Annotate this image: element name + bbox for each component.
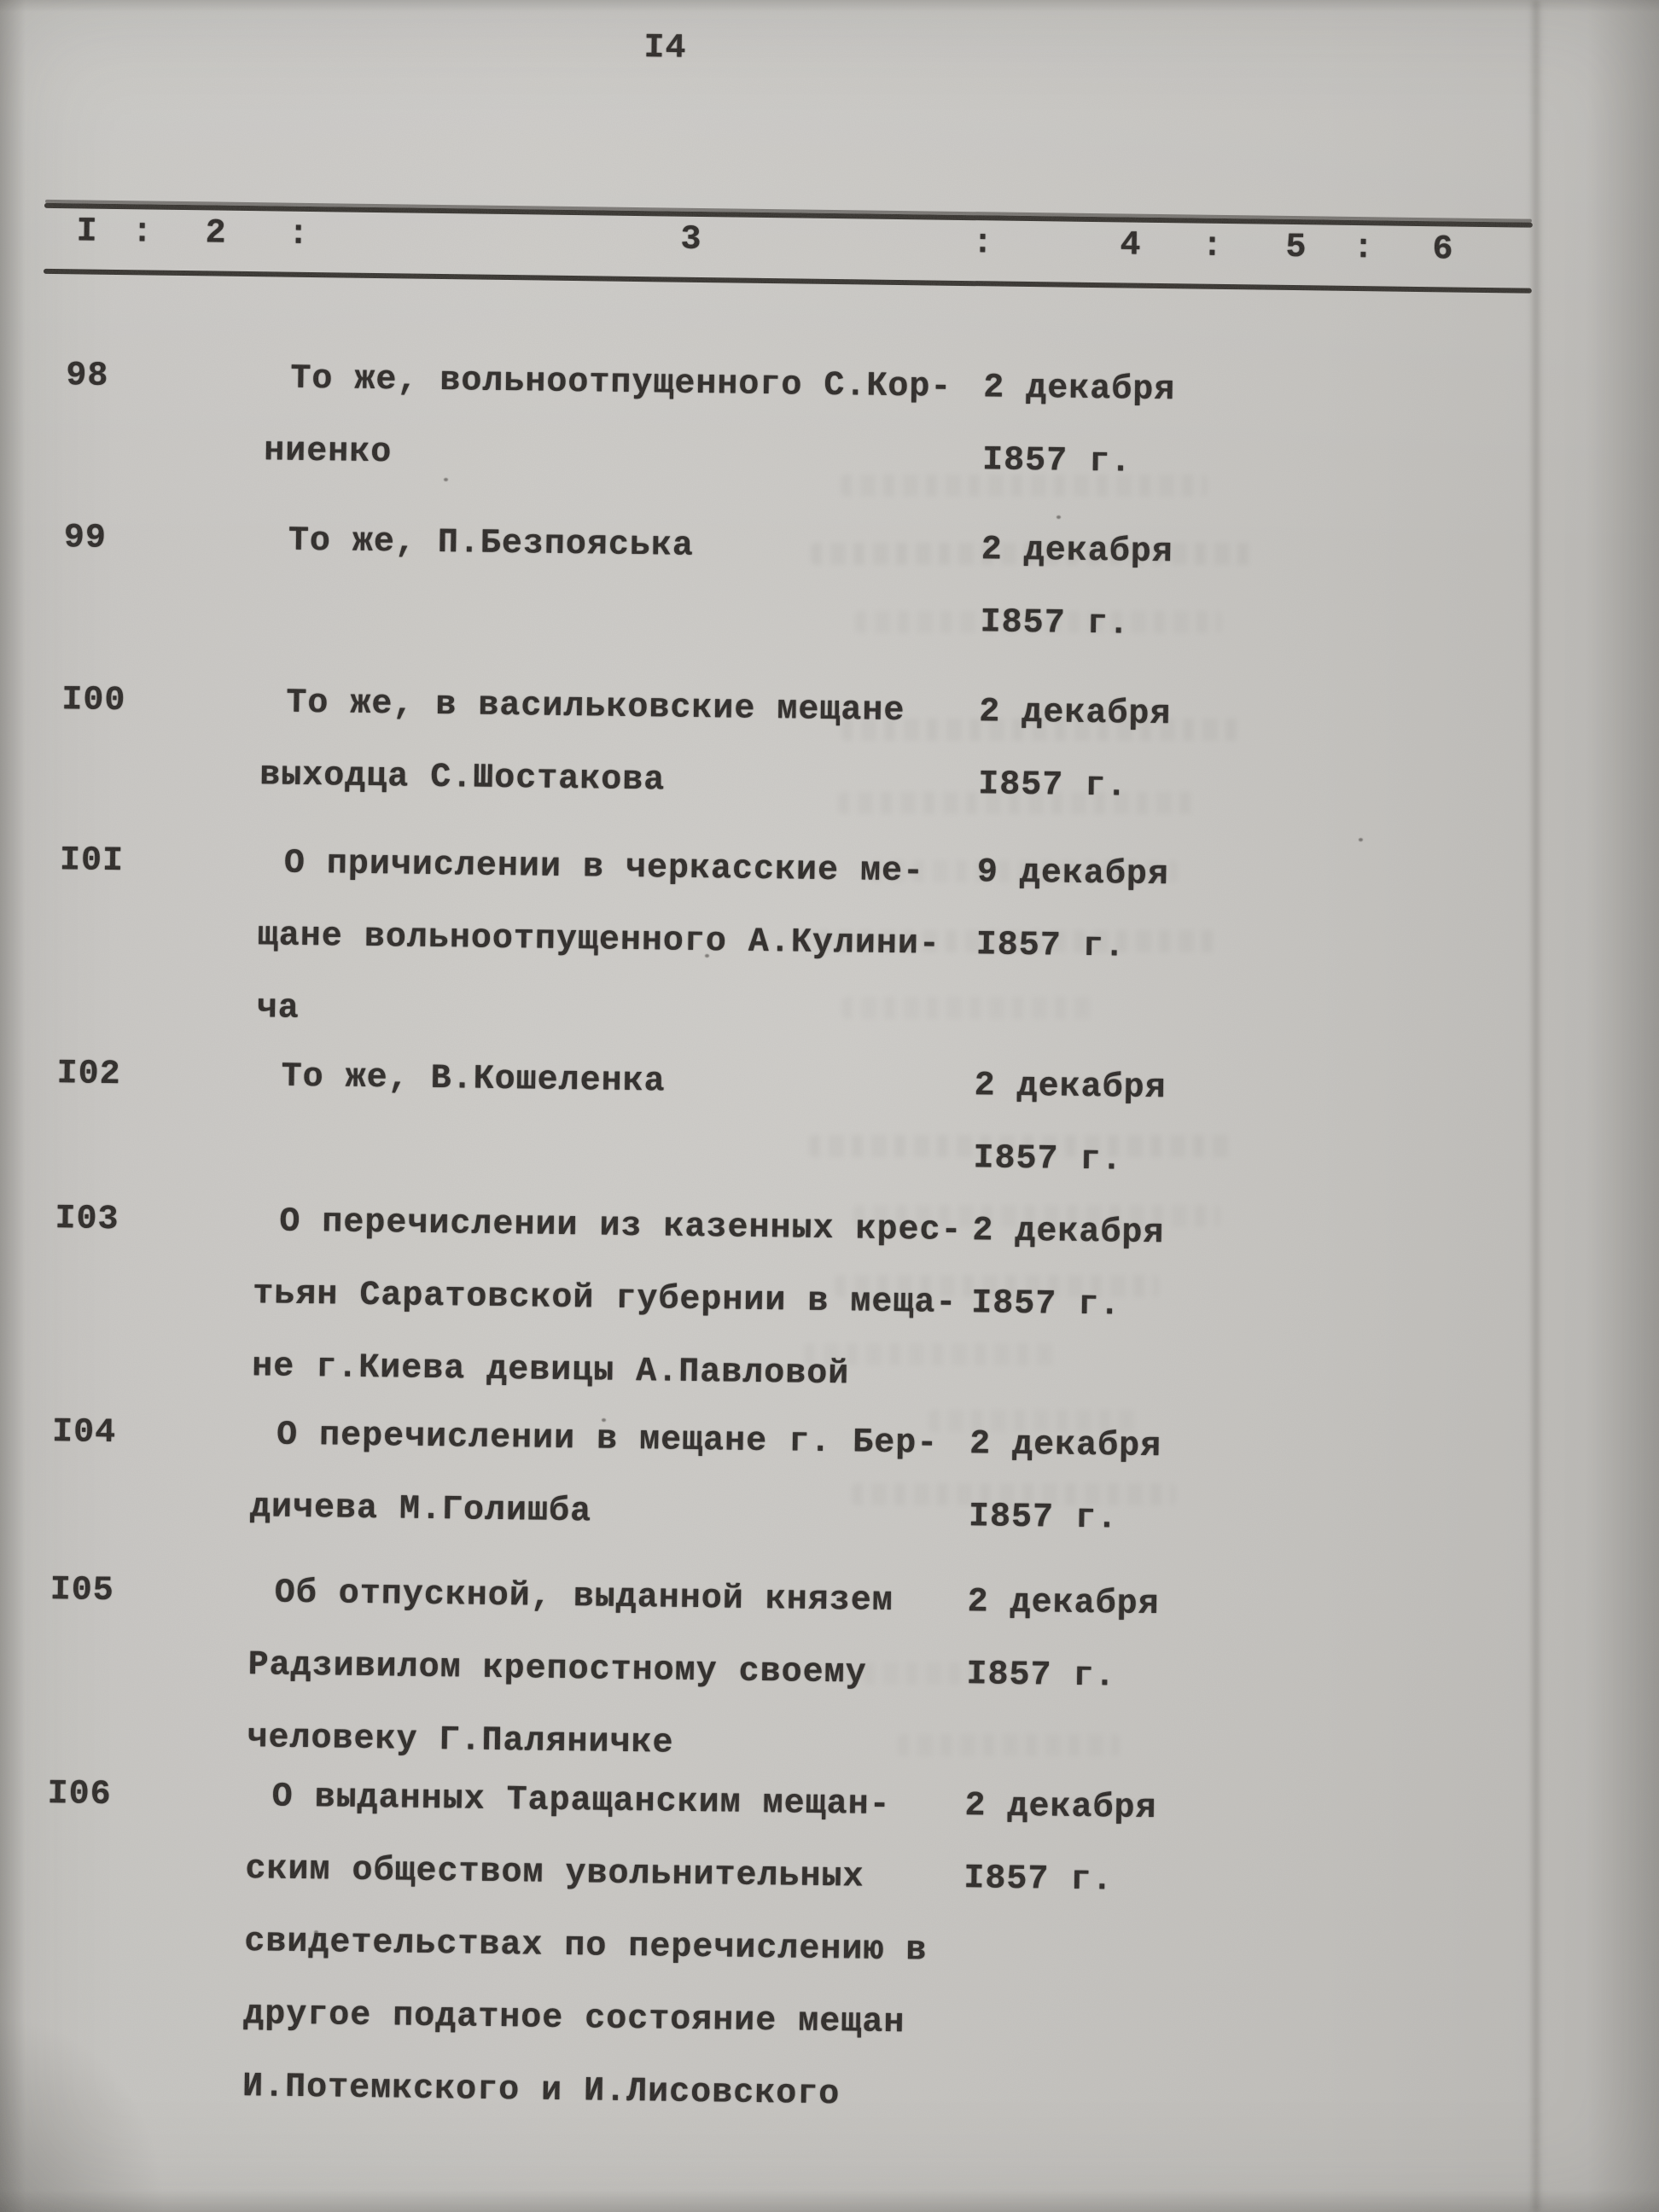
date-line: I857 г. — [977, 765, 1128, 806]
row-title — [259, 667, 905, 820]
title-line: То же, в васильковские мещане — [286, 684, 905, 731]
title-line: То же, П.Безпояська — [288, 521, 695, 566]
row-date — [980, 514, 1173, 661]
row-date — [966, 1566, 1160, 1714]
title-line: свидетельствах по перечислению в — [244, 1923, 928, 1970]
title-line: другое податное состояние мещан — [242, 1995, 905, 2043]
column-header-4: 4 — [1120, 226, 1142, 265]
title-line: ским обществом увольнительных — [245, 1850, 864, 1897]
title-line: То же, В.Кошеленка — [281, 1057, 666, 1102]
row-date — [968, 1408, 1161, 1556]
column-header-I: I — [76, 212, 98, 252]
row-date — [982, 352, 1176, 499]
column-header-3: 3 — [680, 220, 702, 259]
row-title — [264, 342, 952, 497]
row-date — [971, 1195, 1165, 1342]
title-line: дичева М.Голишба — [249, 1488, 592, 1532]
date-line: 2 декабря — [982, 369, 1176, 410]
date-line: I857 г. — [968, 1498, 1119, 1539]
title-line: тьян Саратовской губернии в меща- — [253, 1275, 958, 1324]
column-separator: : — [131, 213, 154, 253]
date-line: 2 декабря — [981, 531, 1174, 573]
row-number: 98 — [66, 357, 109, 396]
page-number: I4 — [643, 29, 687, 68]
title-line: щане вольноотпущенного А.Кулини- — [257, 917, 941, 964]
table-header-bottom-rule — [44, 269, 1532, 294]
title-line: человеку Г.Паляничке — [247, 1719, 674, 1763]
row-title — [249, 1399, 938, 1553]
title-line: ча — [256, 989, 300, 1028]
column-separator: : — [972, 224, 994, 264]
row-number: I0I — [59, 841, 125, 882]
row-number: 99 — [63, 519, 108, 558]
row-number: I00 — [61, 681, 126, 721]
title-line: О причислении в черкасские ме- — [283, 844, 925, 892]
date-line: 2 декабря — [967, 1583, 1160, 1625]
table-row — [0, 663, 1653, 806]
table-row — [0, 824, 1650, 1028]
column-separator: : — [1353, 229, 1375, 269]
table-row — [0, 1182, 1646, 1394]
date-line: 9 декабря — [976, 853, 1170, 895]
row-title — [256, 827, 941, 1053]
row-date — [975, 836, 1169, 984]
table-row — [0, 339, 1657, 482]
title-line: не г.Киева девицы А.Павловой — [251, 1348, 850, 1394]
date-line: 2 декабря — [969, 1425, 1162, 1467]
table-row — [0, 1553, 1641, 1763]
date-line: I857 г. — [970, 1284, 1121, 1325]
table-row — [0, 501, 1655, 644]
date-line: I857 г. — [981, 441, 1132, 482]
row-number: I04 — [51, 1413, 117, 1453]
column-header-6: 6 — [1432, 230, 1454, 270]
date-line: I857 г. — [975, 926, 1126, 967]
column-separator: : — [288, 215, 310, 254]
row-title — [252, 1185, 963, 1412]
date-line: I857 г. — [980, 603, 1130, 644]
table-top-rule — [44, 203, 1533, 228]
row-title — [247, 1557, 894, 1783]
row-number: I06 — [47, 1775, 112, 1815]
date-line: I857 г. — [973, 1139, 1123, 1180]
title-line: выходца С.Шостакова — [259, 756, 666, 800]
title-line: То же, вольноотпущенного С.Кор- — [290, 359, 952, 407]
row-number: I03 — [55, 1200, 119, 1240]
date-line: 2 декабря — [974, 1067, 1167, 1109]
row-title — [242, 1761, 930, 2132]
date-line: I857 г. — [966, 1656, 1116, 1697]
column-separator: : — [1202, 227, 1224, 266]
column-header-2: 2 — [205, 214, 227, 253]
row-date — [963, 1770, 1157, 1918]
title-line: Об отпускной, выданной князем — [274, 1574, 894, 1621]
row-title — [262, 504, 694, 583]
title-line: О перечислении из казенных крес- — [279, 1202, 963, 1251]
row-date — [973, 1050, 1167, 1197]
title-line: Радзивилом крепостному своему — [247, 1646, 867, 1693]
title-line: О перечислении в мещане г. Бер- — [276, 1416, 939, 1464]
column-header-5: 5 — [1285, 228, 1307, 268]
title-line: О выданных Таращанским мещан- — [271, 1778, 891, 1825]
date-line: 2 декабря — [972, 1212, 1165, 1254]
date-line: I857 г. — [963, 1860, 1114, 1901]
date-line: 2 декабря — [964, 1787, 1157, 1829]
row-title — [255, 1040, 666, 1118]
title-line: И.Потемкского и И.Лисовского — [242, 2068, 841, 2115]
date-line: 2 декабря — [979, 693, 1172, 735]
row-number: I02 — [56, 1055, 121, 1095]
title-line: ниенко — [263, 432, 393, 473]
row-number: I05 — [49, 1571, 115, 1611]
row-date — [978, 676, 1172, 824]
